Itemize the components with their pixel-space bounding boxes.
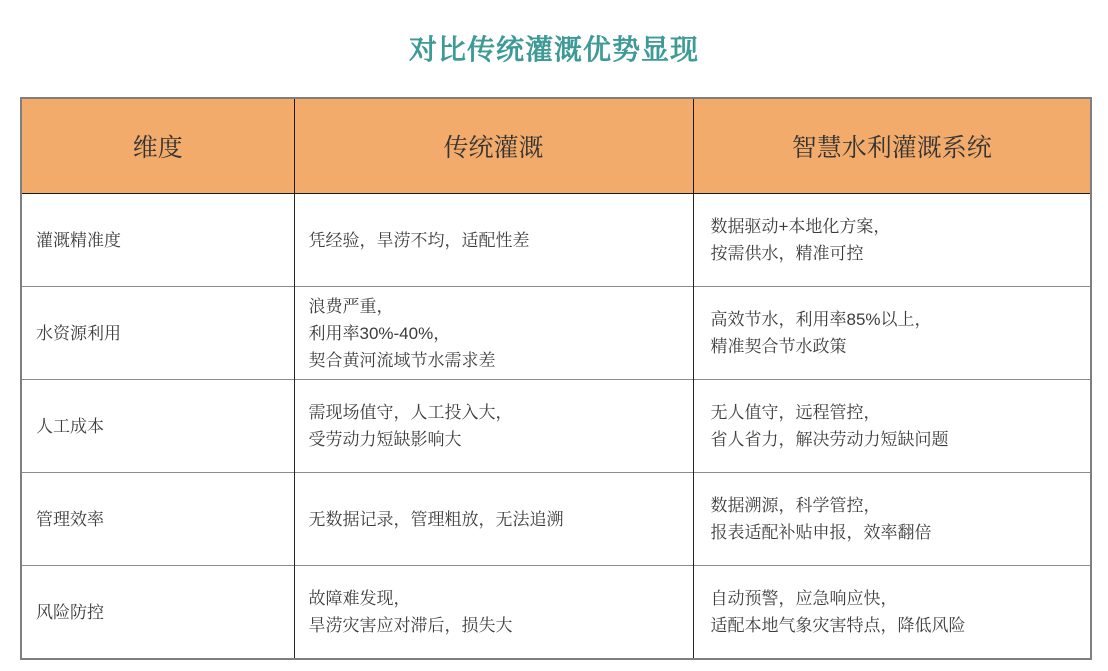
table-body: [21, 194, 1091, 660]
cell-traditional: 无数据记录，管理粗放，无法追溯: [294, 473, 693, 566]
cell-smart: 数据驱动+本地化方案， 按需供水，精准可控: [693, 194, 1091, 287]
cell-dimension: 水资源利用: [21, 287, 294, 380]
cell-smart: 数据溯源，科学管控， 报表适配补贴申报，效率翻倍: [693, 473, 1091, 566]
table-row: [21, 473, 1091, 566]
header-smart: 智慧水利灌溉系统: [693, 98, 1091, 194]
header-traditional: 传统灌溉: [294, 98, 693, 194]
cell-dimension: 风险防控: [21, 566, 294, 660]
cell-smart: 无人值守，远程管控， 省人省力，解决劳动力短缺问题: [693, 380, 1091, 473]
header-row: [21, 98, 1091, 194]
cell-traditional: 凭经验，旱涝不均，适配性差: [294, 194, 693, 287]
cell-dimension: 人工成本: [21, 380, 294, 473]
table-row: [21, 194, 1091, 287]
cell-traditional: 浪费严重， 利用率30%-40%， 契合黄河流域节水需求差: [294, 287, 693, 380]
header-dimension: 维度: [21, 98, 294, 194]
table-row: [21, 380, 1091, 473]
cell-smart: 自动预警，应急响应快， 适配本地气象灾害特点，降低风险: [693, 566, 1091, 660]
table-row: [21, 287, 1091, 380]
table-row: [21, 566, 1091, 660]
cell-smart: 高效节水，利用率85%以上， 精准契合节水政策: [693, 287, 1091, 380]
cell-dimension: 灌溉精准度: [21, 194, 294, 287]
cell-traditional: 需现场值守，人工投入大， 受劳动力短缺影响大: [294, 380, 693, 473]
cell-traditional: 故障难发现， 旱涝灾害应对滞后，损失大: [294, 566, 693, 660]
page-title: 对比传统灌溉优势显现: [408, 34, 699, 65]
cell-dimension: 管理效率: [21, 473, 294, 566]
comparison-table: [20, 97, 1092, 660]
